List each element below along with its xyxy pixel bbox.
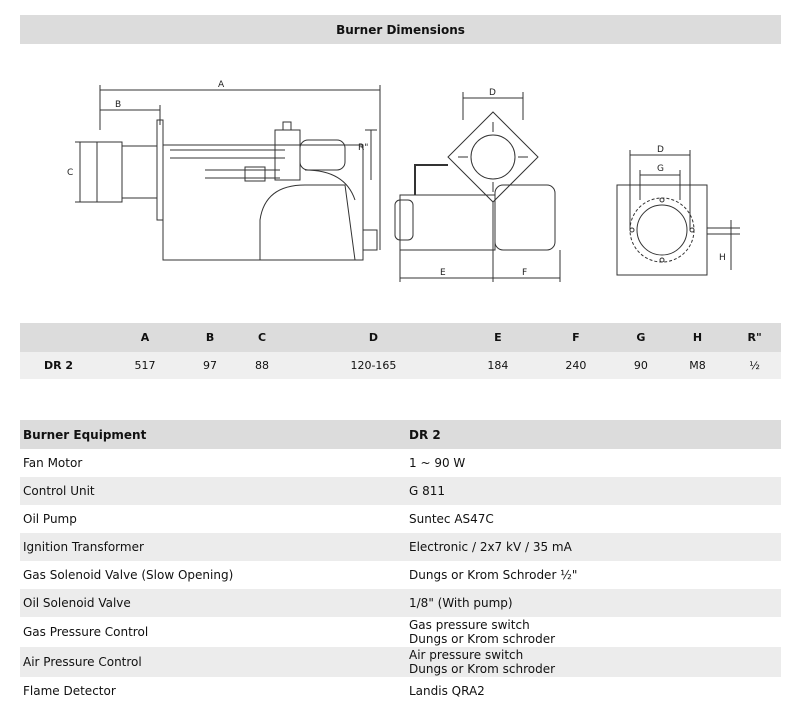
equipment-value — [404, 647, 781, 677]
dim-header: R" — [728, 323, 781, 352]
dim-header: H — [667, 323, 728, 352]
dimensions-table — [20, 323, 781, 379]
dim-header: B — [184, 323, 236, 352]
table-row — [20, 449, 781, 477]
value-line: Dungs or Krom schroder — [409, 662, 556, 676]
dim-cell: 240 — [537, 352, 615, 379]
blast-tube — [97, 142, 122, 202]
equipment-header-label: Burner Equipment — [20, 420, 404, 449]
table-row — [20, 533, 781, 561]
table-row — [20, 505, 781, 533]
equipment-value: Electronic / 2x7 kV / 35 mA — [404, 533, 781, 561]
equipment-value: 1 ~ 90 W — [409, 456, 466, 470]
flange-hole — [637, 205, 687, 255]
equipment-name: Gas Solenoid Valve (Slow Opening) — [23, 568, 234, 582]
dim-cell: ½ — [728, 352, 781, 379]
dim-header: C — [236, 323, 288, 352]
burner-body — [163, 145, 363, 260]
equipment-name: Control Unit — [20, 477, 404, 505]
value-line: Gas pressure switch — [409, 618, 530, 632]
equipment-name: Flame Detector — [23, 684, 116, 698]
dim-header: F — [537, 323, 615, 352]
equipment-value: 1/8" (With pump) — [404, 589, 781, 617]
label-d-front: D — [489, 88, 496, 98]
dim-cell: 97 — [184, 352, 236, 379]
dim-header: G — [615, 323, 667, 352]
label-h: H — [719, 253, 726, 263]
front-motor — [400, 195, 495, 250]
equipment-name: Air Pressure Control — [20, 647, 404, 677]
equipment-value: Dungs or Krom Schroder ½" — [409, 568, 578, 582]
equipment-header-row — [20, 420, 781, 449]
dim-cell: 90 — [615, 352, 667, 379]
dim-cell: 120-165 — [288, 352, 459, 379]
value-line: Dungs or Krom schroder — [409, 632, 556, 646]
equipment-header-model: DR 2 — [404, 420, 781, 449]
equipment-table — [20, 420, 781, 705]
label-b: B — [115, 100, 122, 110]
equipment-name: Fan Motor — [23, 456, 83, 470]
label-d-flange: D — [657, 145, 664, 155]
value-line: Air pressure switch — [409, 648, 524, 662]
equipment-value: Suntec AS47C — [409, 512, 494, 526]
dim-header: E — [459, 323, 537, 352]
equipment-name: Oil Pump — [23, 512, 77, 526]
equipment-value — [404, 617, 781, 647]
table-row — [20, 617, 781, 647]
label-c: C — [67, 168, 74, 178]
dim-header — [20, 323, 106, 352]
equipment-value: Landis QRA2 — [409, 684, 485, 698]
burner-dimension-drawing — [55, 70, 775, 315]
label-r: R" — [358, 143, 369, 153]
label-g: G — [657, 164, 664, 174]
dimension-drawing-svg — [55, 70, 775, 315]
page-title: Burner Dimensions — [20, 15, 781, 44]
dim-cell: 517 — [106, 352, 184, 379]
label-e: E — [440, 268, 446, 278]
dim-cell: 184 — [459, 352, 537, 379]
label-f: F — [522, 268, 528, 278]
table-row — [20, 647, 781, 677]
dim-header: A — [106, 323, 184, 352]
table-row — [20, 352, 781, 379]
dim-header: D — [288, 323, 459, 352]
dimensions-header-row — [20, 323, 781, 352]
table-row — [20, 477, 781, 505]
equipment-name: Oil Solenoid Valve — [20, 589, 404, 617]
label-a: A — [218, 80, 225, 90]
equipment-name: Ignition Transformer — [20, 533, 404, 561]
dim-cell: M8 — [667, 352, 728, 379]
table-row — [20, 561, 781, 589]
equipment-value: G 811 — [404, 477, 781, 505]
model-cell: DR 2 — [20, 352, 106, 379]
table-row — [20, 589, 781, 617]
dim-cell: 88 — [236, 352, 288, 379]
equipment-name: Gas Pressure Control — [23, 625, 149, 639]
table-row — [20, 677, 781, 705]
